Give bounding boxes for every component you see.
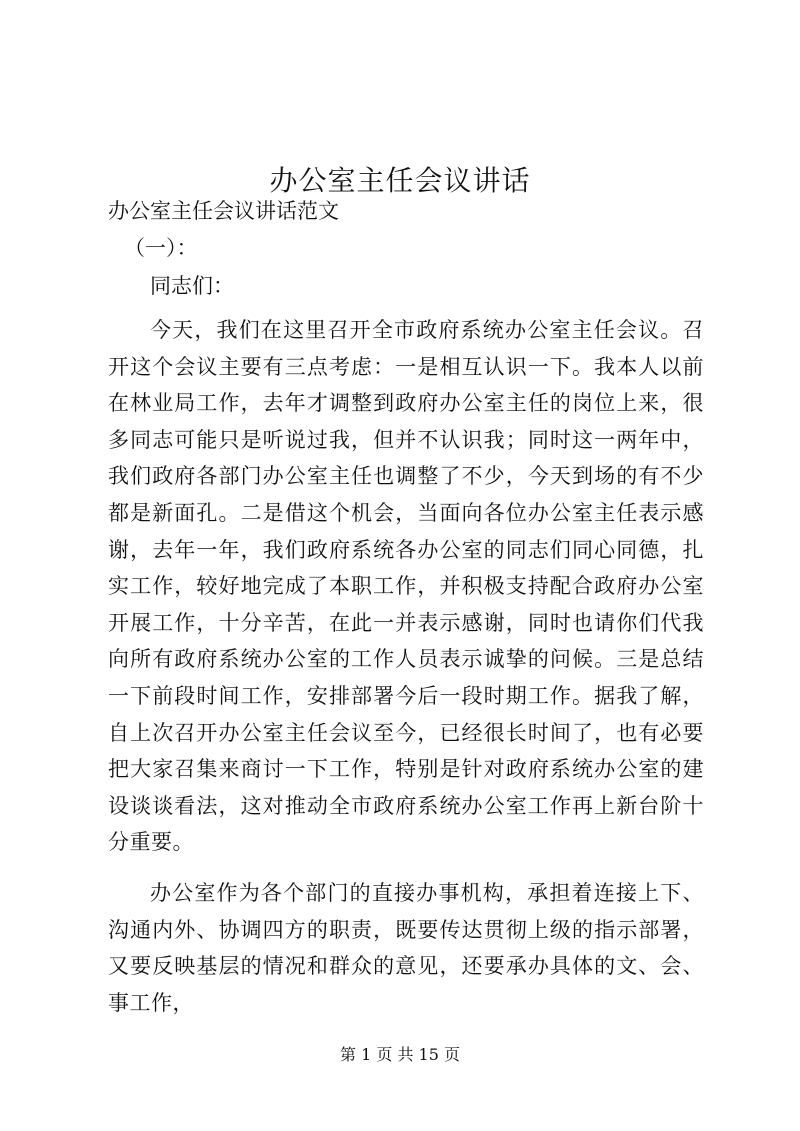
- page-number: 第 1 页 共 15 页: [340, 1045, 460, 1064]
- body-paragraph-1: 今天，我们在这里召开全市政府系统办公室主任会议。召开这个会议主要有三点考虑：一是相互认识一下。我本人以前在林业局工作，去年才调整到政府办公室主任的岗位上来，很多同志可能只是听说过我，但并不认识我；同时这一两年中，我们政府各部门办公室主任也调整了不少，今天到场的有不少都是新面孔。二是借这个机会，当面向各位办公室主任表示感谢，去年一年，我们政府系统各办公室的同志们同心同德，扎实工作，较好地完成了本职工作，并积极支持配合政府办公室开展工作，十分辛苦，在此一并表示感谢，同时也请你们代我向所有政府系统办公室的工作人员表示诚挚的问候。三是总结一下前段时间工作，安排部署今后一段时期工作。据我了解，自上次召开办公室主任会议至今，已经很长时间了，也有必要把大家召集来商讨一下工作，特别是针对政府系统办公室的建设谈谈看法，这对推动全市政府系统办公室工作再上新台阶十分重要。: [108, 318, 704, 855]
- salutation: 同志们：: [150, 274, 234, 298]
- body-paragraph-2: 办公室作为各个部门的直接办事机构，承担着连接上下、沟通内外、协调四方的职责，既要传达贯彻上级的指示部署，又要反映基层的情况和群众的意见，还要承办具体的文、会、事工作，: [108, 881, 704, 1015]
- document-subtitle: 办公室主任会议讲话范文: [108, 199, 339, 223]
- document-title: 办公室主任会议讲话: [269, 163, 531, 197]
- section-heading: （一）：: [124, 236, 198, 260]
